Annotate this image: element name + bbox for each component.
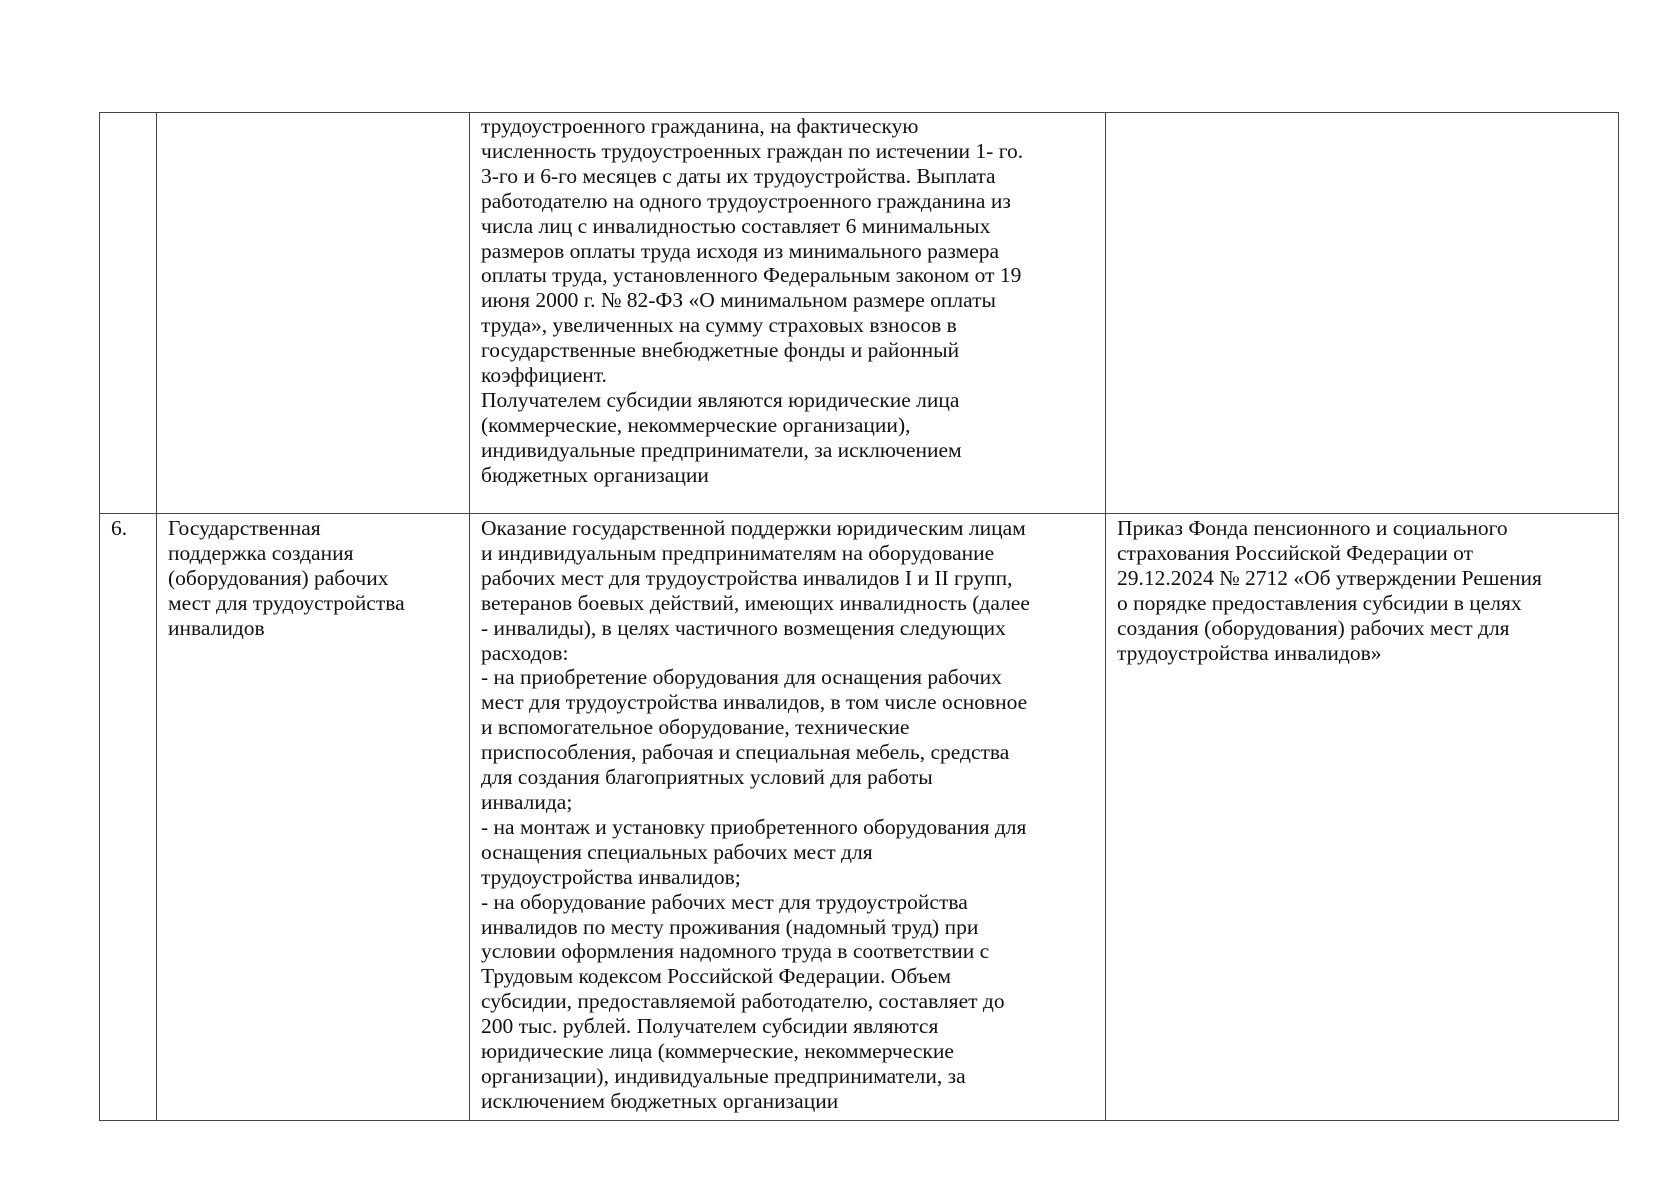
legal-document-cell: Приказ Фонда пенсионного и социального страхования Российской Федерации от 29.12.2024 № 2712 «Об утверждении Решения о порядке предоставления субсидии в целях создания (оборудования) рабочих мест для трудоустройства инвалидов» — [1106, 514, 1619, 1121]
legal-document-cell — [1106, 113, 1619, 514]
measure-name-cell: Государственная поддержка создания (оборудования) рабочих мест для трудоустройства инвалидов — [157, 514, 470, 1121]
table-row-6 — [100, 514, 1619, 1121]
row-number-cell: 6. — [100, 514, 157, 1121]
measures-table — [99, 112, 1619, 1121]
row-number-cell — [100, 113, 157, 514]
measure-description-cell: трудоустроенного гражданина, на фактическую численность трудоустроенных граждан по истечении 1- го. 3-го и 6-го месяцев с даты их трудоустройства. Выплата работодателю на одного трудоустроенного гражданина из числа лиц с инвалидностью составляет 6 минимальных размеров оплаты труда исходя из минимального размера оплаты труда, установленного Федеральным законом от 19 июня 2000 г. № 82-ФЗ «О минимальном размере оплаты труда», увеличенных на сумму страховых взносов в государственные внебюджетные фонды и районный коэффициент. Получателем субсидии являются юридические лица (коммерческие, некоммерческие организации), индивидуальные предприниматели, за исключением бюджетных организации — [470, 113, 1106, 514]
measure-name-cell — [157, 113, 470, 514]
table-row-continuation — [100, 113, 1619, 514]
measure-description-cell: Оказание государственной поддержки юридическим лицам и индивидуальным предпринимателям на оборудование рабочих мест для трудоустройства инвалидов I и II групп, ветеранов боевых действий, имеющих инвалидность (далее - инвалиды), в целях частичного возмещения следующих расходов: - на приобретение оборудования для оснащения рабочих мест для трудоустройства инвалидов, в том числе основное и вспомогательное оборудование, технические приспособления, рабочая и специальная мебель, средства для создания благоприятных условий для работы инвалида; - на монтаж и установку приобретенного оборудования для оснащения специальных рабочих мест для трудоустройства инвалидов; - на оборудование рабочих мест для трудоустройства инвалидов по месту проживания (надомный труд) при условии оформления надомного труда в соответствии с Трудовым кодексом Российской Федерации. Объем субсидии, предоставляемой работодателю, составляет до 200 тыс. рублей. Получателем субсидии являются юридические лица (коммерческие, некоммерческие организации), индивидуальные предприниматели, за исключением бюджетных организации — [470, 514, 1106, 1121]
